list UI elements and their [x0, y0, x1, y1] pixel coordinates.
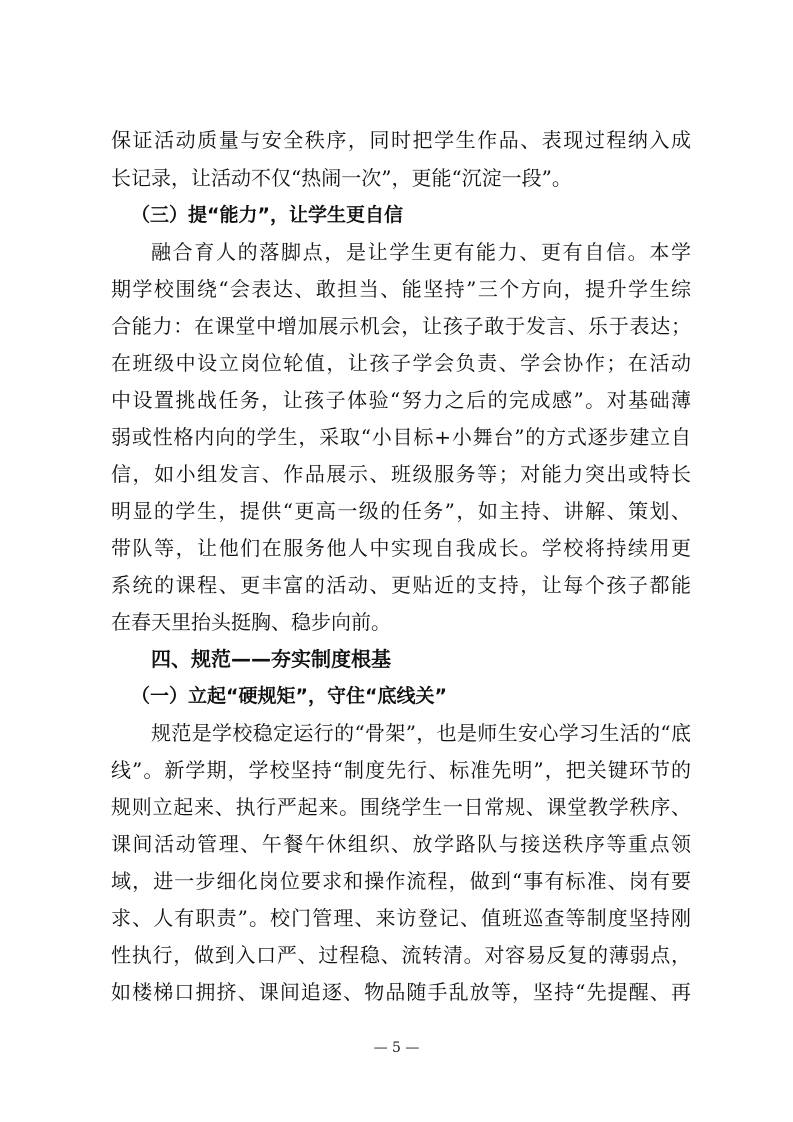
body-line: 信，如小组发言、作品展示、班级服务等；对能力突出或特长 [111, 462, 691, 486]
body-line: 线”。新学期，学校坚持“制度先行、标准先明”，把关键环节的 [111, 758, 691, 782]
body-line: 保证活动质量与安全秩序，同时把学生作品、表现过程纳入成 [111, 128, 691, 152]
body-line: 性执行，做到入口严、过程稳、流转清。对容易反复的薄弱点， [111, 943, 691, 967]
section-heading: 四、规范——夯实制度根基 [151, 647, 391, 671]
body-line: 在班级中设立岗位轮值，让孩子学会负责、学会协作；在活动 [111, 351, 691, 375]
body-line: 弱或性格内向的学生，采取“小目标+小舞台”的方式逐步建立自 [111, 425, 691, 449]
paragraph-first-line: 规范是学校稳定运行的“骨架”，也是师生安心学习生活的“底 [151, 721, 691, 745]
subsection-heading: （三）提“能力”，让学生更自信 [131, 204, 403, 226]
body-line: 明显的学生，提供“更高一级的任务”，如主持、讲解、策划、 [111, 499, 691, 523]
body-line: 如楼梯口拥挤、课间追逐、物品随手乱放等，坚持“先提醒、再 [111, 980, 691, 1004]
body-line: 系统的课程、更丰富的活动、更贴近的支持，让每个孩子都能 [111, 573, 691, 597]
body-line: 课间活动管理、午餐午休组织、放学路队与接送秩序等重点领 [111, 832, 691, 856]
body-line: 求、人有职责”。校门管理、来访登记、值班巡查等制度坚持刚 [111, 906, 691, 930]
body-line: 域，进一步细化岗位要求和操作流程，做到“事有标准、岗有要 [111, 869, 691, 893]
subsection-heading: （一）立起“硬规矩”，守住“底线关” [131, 685, 447, 707]
paragraph-first-line: 融合育人的落脚点，是让学生更有能力、更有自信。本学 [151, 240, 691, 264]
body-line: 合能力：在课堂中增加展示机会，让孩子敢于发言、乐于表达； [111, 314, 691, 338]
body-line: 中设置挑战任务，让孩子体验“努力之后的完成感”。对基础薄 [111, 388, 691, 412]
body-line: 规则立起来、执行严起来。围绕学生一日常规、课堂教学秩序、 [111, 795, 691, 819]
body-line: 长记录，让活动不仅“热闹一次”，更能“沉淀一段”。 [111, 166, 572, 190]
body-line: 带队等，让他们在服务他人中实现自我成长。学校将持续用更 [111, 536, 691, 560]
page-number: — 5 — [373, 1040, 420, 1056]
body-line: 在春天里抬头挺胸、稳步向前。 [111, 610, 391, 634]
body-line: 期学校围绕“会表达、敢担当、能坚持”三个方向，提升学生综 [111, 277, 691, 301]
